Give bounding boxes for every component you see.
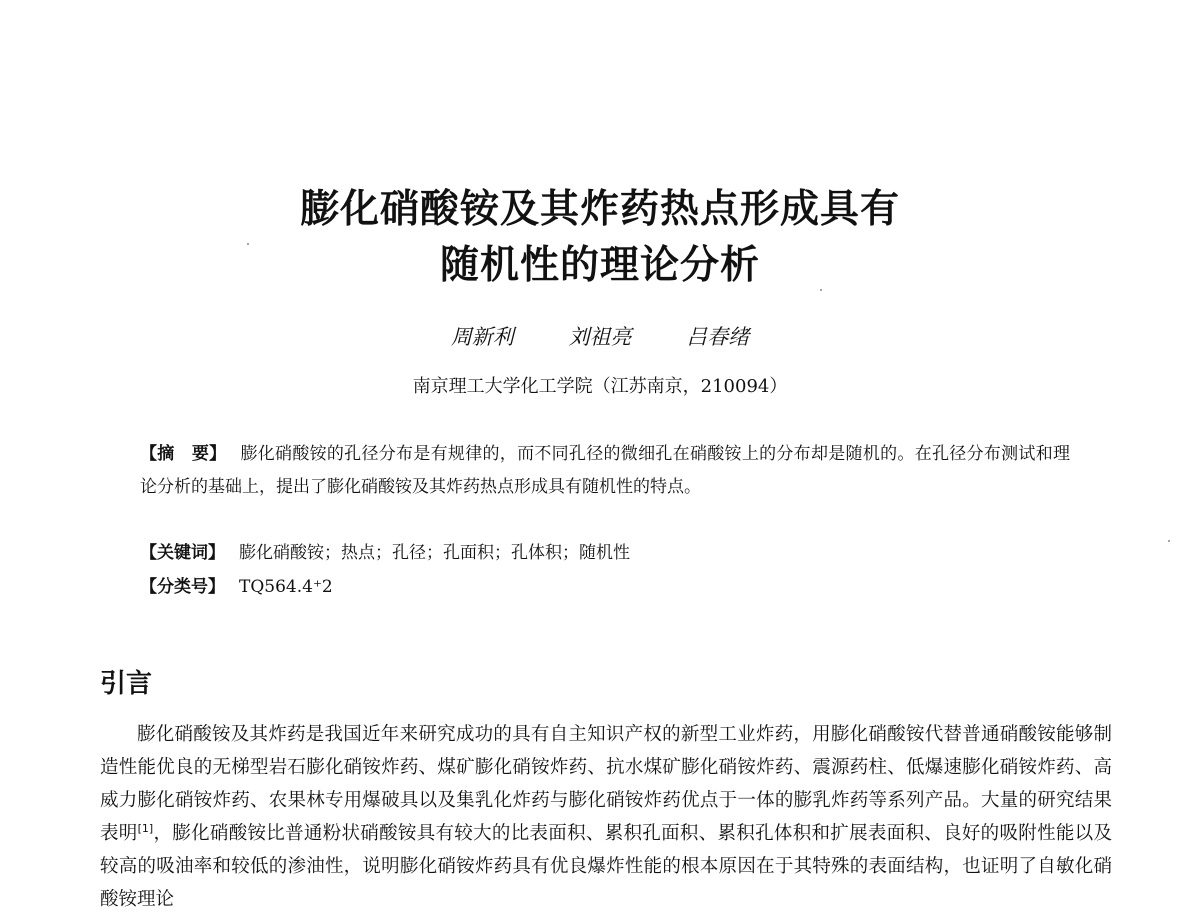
scan-speck: [820, 289, 822, 291]
classification-label: 【分类号】: [140, 577, 225, 597]
intro-text-part-2: ，膨化硝酸铵比普通粉状硝酸铵具有较大的比表面积、累积孔面积、累积孔体积和扩展表面积、良好的吸附性能以及较高的吸油率和较低的渗油性，说明膨化硝铵炸药具有优良爆炸性能的根本原因在于其特殊的表面结构，也证明了自敏化硝酸铵理论: [100, 823, 1112, 910]
scan-speck: [247, 243, 249, 245]
abstract-text: 膨化硝酸铵的孔径分布是有规律的，而不同孔径的微细孔在硝酸铵上的分布却是随机的。在孔径分布测试和理论分析的基础上，提出了膨化硝酸铵及其炸药热点形成具有随机性的特点。: [140, 444, 1071, 497]
section-heading: 引言: [100, 669, 153, 699]
intro-text-part-1: 膨化硝酸铵及其炸药是我国近年来研究成功的具有自主知识产权的新型工业炸药，用膨化硝酸铵代替普通硝酸铵能够制造性能优良的无梯型岩石膨化硝铵炸药、煤矿膨化硝铵炸药、抗水煤矿膨化硝铵炸药、震源药柱、低爆速膨化硝铵炸药、高威力膨化硝铵炸药、农果林专用爆破具以及集乳化炸药与膨化硝铵炸药优点于一体的膨乳炸药等系列产品。大量的研究结果表明: [100, 724, 1112, 844]
author-list: [0, 321, 1200, 351]
intro-paragraph: [100, 718, 1112, 916]
author-2: 刘祖亮: [568, 325, 632, 349]
keywords-text: 膨化硝酸铵；热点；孔径；孔面积；孔体积；随机性: [239, 543, 630, 563]
paper-title-line-1: 膨化硝酸铵及其炸药热点形成具有: [299, 187, 900, 232]
abstract-block: [140, 438, 1070, 504]
paper-title-line-2: 随机性的理论分析: [439, 243, 760, 288]
scan-speck: [1168, 540, 1170, 542]
keywords-label: 【关键词】: [140, 543, 225, 563]
keywords-line: [140, 537, 630, 570]
author-3: 吕春绪: [686, 325, 750, 349]
author-1: 周新利: [450, 325, 514, 349]
citation-marker: [1]: [137, 821, 154, 835]
classification-text: TQ564.4⁺2: [239, 577, 333, 597]
classification-line: [140, 571, 333, 604]
affiliation: 南京理工大学化工学院（江苏南京，210094）: [412, 376, 788, 397]
abstract-label: 【摘 要】: [140, 444, 227, 464]
